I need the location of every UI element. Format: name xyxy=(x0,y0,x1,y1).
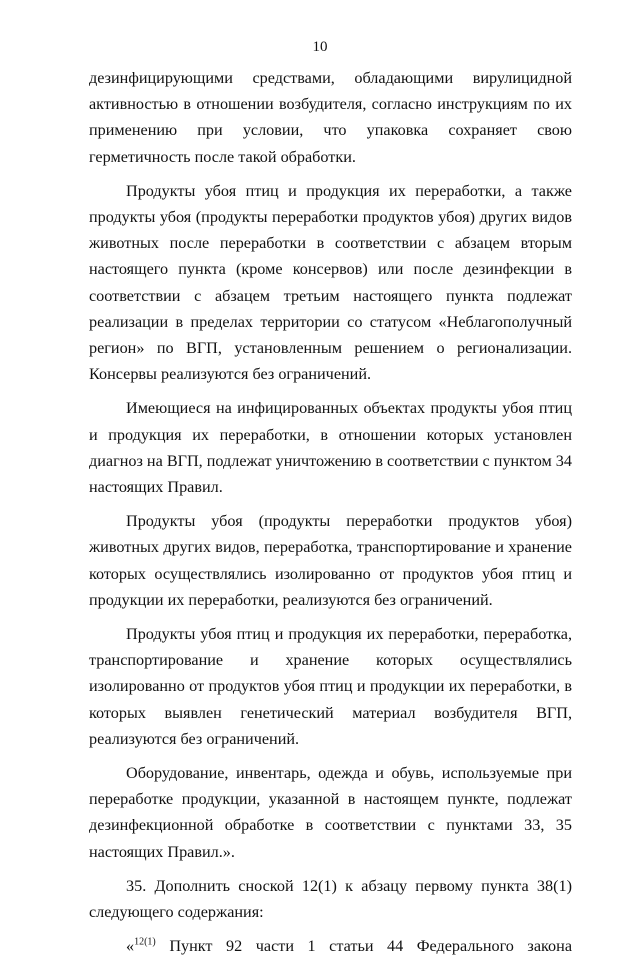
paragraph-other-animals: Продукты убоя (продукты переработки продуктов убоя) животных других видов, переработка, транспортирование и хранение которых осуществлялись изолированно от продуктов убоя птиц и продукции их переработки, реализуются без ограничений. xyxy=(89,512,572,609)
open-quote: « xyxy=(126,937,135,956)
paragraph-poultry-products: Продукты убоя птиц и продукция их переработки, а также продукты убоя (продукты переработки продуктов убоя) других видов животных после переработки в соответствии с абзацем вторым настоящего пункта (кроме консервов) или после дезинфекции в соответствии с абзацем третьим настоящего пункта подлежат реализации в пределах территории со статусом «Неблагополучный регион» по ВГП, установленным решением о регионализации. Консервы реализуются без ограничений. xyxy=(89,181,572,384)
page-number: 10 xyxy=(312,39,328,55)
paragraph-footnote-text xyxy=(89,933,572,959)
paragraph-equipment-disinfection: Оборудование, инвентарь, одежда и обувь, используемые при переработке продукции, указанной в настоящем пункте, подлежат дезинфекционной обработке в соответствии с пунктами 33, 35 настоящих Правил.». xyxy=(89,764,572,861)
paragraph-continuation: дезинфицирующими средствами, обладающими вирулицидной активностью в отношении возбудителя, согласно инструкциям по их применению при условии, что упаковка сохраняет свою герметичность после такой обработки. xyxy=(89,69,572,166)
paragraph-isolated-processing: Продукты убоя птиц и продукция их переработки, переработка, транспортирование и хранение которых осуществлялись изолированно от продуктов убоя птиц и продукции их переработки, в которых выявлен генетический материал возбудителя ВГП, реализуются без ограничений. xyxy=(89,625,572,748)
paragraph-item-35: 35. Дополнить сноской 12(1) к абзацу первому пункта 38(1) следующего содержания: xyxy=(89,876,572,922)
document-body xyxy=(89,65,572,960)
footnote-mark: 12(1) xyxy=(134,936,156,948)
footnote-text: Пункт 92 части 1 статьи 44 Федерального закона xyxy=(169,937,572,956)
paragraph-infected-objects: Имеющиеся на инфицированных объектах продукты убоя птиц и продукция их переработки, в отношении которых установлен диагноз на ВГП, подлежат уничтожению в соответствии с пунктом 34 настоящих Правил. xyxy=(89,399,572,497)
